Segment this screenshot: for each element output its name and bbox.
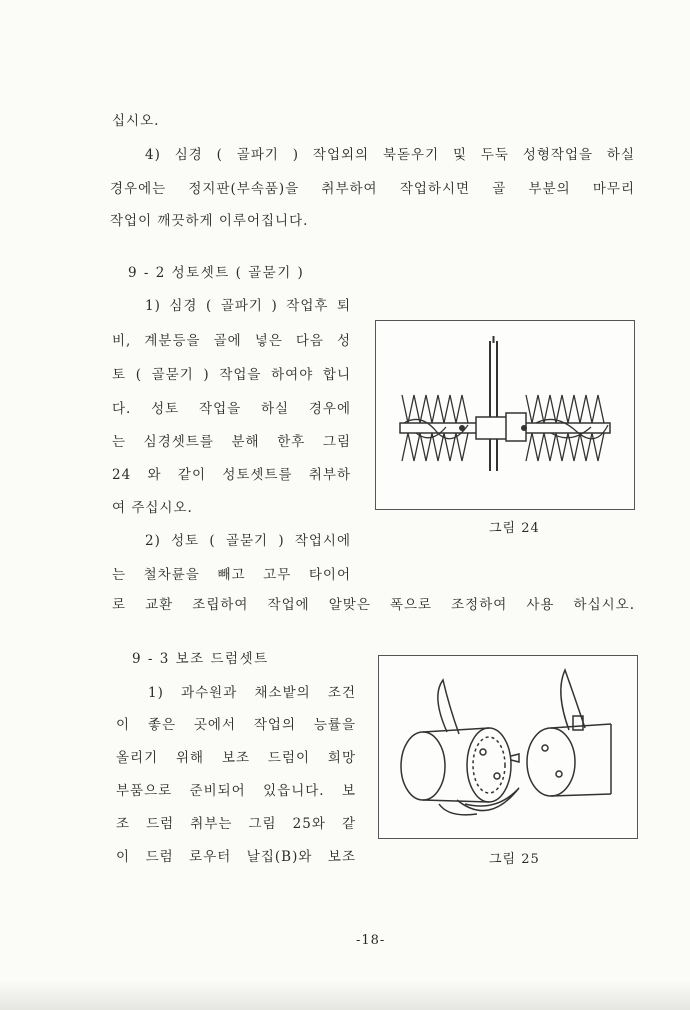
body-line-4: 작업이 깨끗하게 이루어집니다.: [110, 213, 309, 229]
section-9-3-line-1: 1) 과수원과 채소밭의 조건: [148, 685, 356, 701]
figure-25: [378, 655, 638, 839]
section-9-2-p1-line-4: 다. 성토 작업을 하실 경우에: [112, 401, 351, 417]
section-9-2-p2-line-3: 로 교환 조립하여 작업에 알맞은 폭으로 조정하여 사용 하십시오.: [112, 597, 635, 613]
section-9-2-p1-line-7: 여 주십시오.: [112, 500, 193, 516]
section-9-2-p1-line-5: 는 심경셋트를 분해 한후 그림: [112, 434, 351, 450]
body-line-3: 경우에는 정지판(부속품)을 취부하여 작업하시면 골 부분의 마무리: [110, 181, 635, 197]
page-number: -18-: [356, 933, 386, 948]
section-9-3-line-5: 조 드럼 취부는 그림 25와 같: [116, 816, 356, 832]
section-9-2-p2-line-1: 2) 성토 ( 골묻기 ) 작업시에: [145, 533, 351, 549]
section-9-3-line-2: 이 좋은 곳에서 작업의 능률을: [116, 717, 356, 733]
section-9-2-p1-line-3: 토 ( 골묻기 ) 작업을 하여야 합니: [112, 367, 351, 383]
figure-25-caption: 그림 25: [489, 852, 540, 867]
figure-24: [375, 320, 635, 510]
section-9-2-p2-line-2: 는 철차륜을 빼고 고무 타이어: [112, 567, 351, 583]
section-9-2-p1-line-1: 1) 심경 ( 골파기 ) 작업후 퇴: [145, 298, 351, 314]
body-line-1: 십시오.: [112, 113, 160, 129]
section-9-2-p1-line-6: 24 와 같이 성토셋트를 취부하: [112, 467, 351, 483]
section-9-2-heading: 9 - 2 성토셋트 ( 골묻기 ): [128, 265, 305, 281]
section-9-2-p1-line-2: 비, 계분등을 골에 넣은 다음 성: [112, 333, 351, 349]
section-9-3-line-3: 올리기 위해 보조 드럼이 희망: [116, 750, 356, 766]
page-bottom-shadow: [0, 980, 690, 1010]
figure-24-caption: 그림 24: [489, 521, 540, 536]
section-9-3-line-6: 이 드럼 로우터 날집(B)와 보조: [116, 849, 356, 865]
body-line-2: 4) 심경 ( 골파기 ) 작업외의 북돋우기 및 두둑 성형작업을 하실: [145, 147, 635, 163]
auxiliary-drum-illustration: [379, 656, 637, 838]
section-9-3-heading: 9 - 3 보조 드럼셋트: [132, 651, 269, 667]
section-9-3-line-4: 부품으로 준비되어 있읍니다. 보: [116, 783, 356, 799]
tiller-blade-illustration: [376, 321, 634, 509]
